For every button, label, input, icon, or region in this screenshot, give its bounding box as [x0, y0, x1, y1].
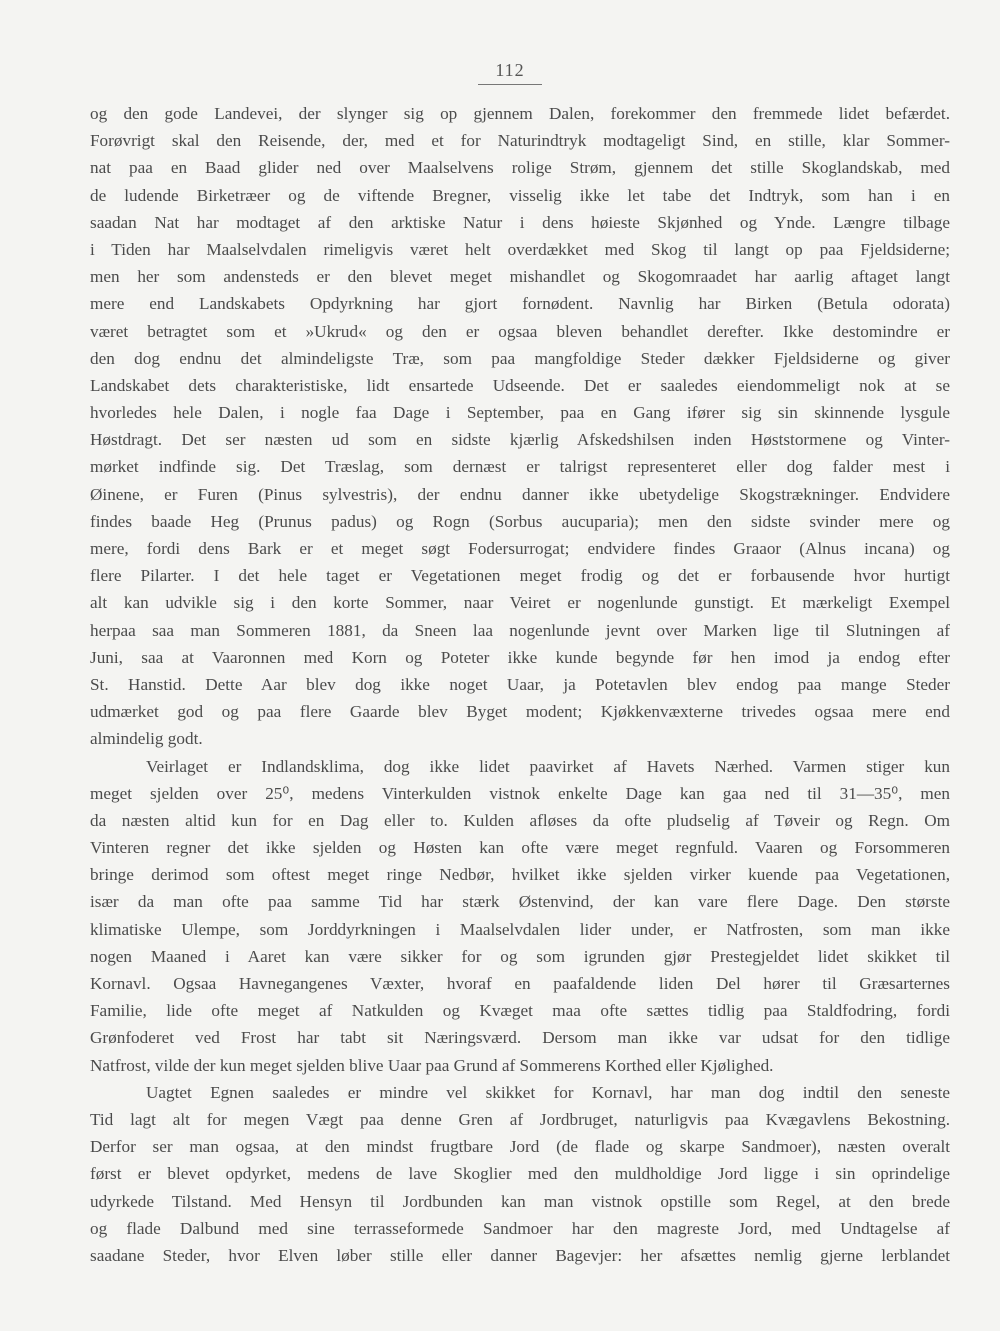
text-line: nat paa en Baad glider ned over Maalselvens rolige Strøm, gjennem det stille Skoglandskab, med [90, 158, 950, 178]
text-line: udmærket god og paa flere Gaarde blev Byget modent; Kjøkkenvæxterne trivedes ogsaa mere end [90, 702, 950, 722]
body-text [90, 100, 950, 1269]
text-line: i Tiden har Maalselvdalen rimeligvis været helt overdækket med Skog til langt op paa Fjeldsiderne; [90, 239, 950, 259]
text-line: herpaa saa man Sommeren 1881, da Sneen laa nogenlunde jevnt over Marken lige til Slutningen af [90, 620, 950, 640]
text-line: Juni, saa at Vaaronnen med Korn og Poteter ikke kunde begynde før hen imod ja endog efter [90, 647, 950, 667]
text-line: da næsten altid kun for en Dag eller to. Kulden afløses da ofte pludselig af Tøveir og Regn. Om [90, 810, 950, 830]
text-line: flere Pilarter. I det hele taget er Vegetationen meget frodig og det er forbausende hvor hurtigt [90, 566, 950, 586]
text-line: Uagtet Egnen saaledes er mindre vel skikket for Kornavl, har man dog indtil den seneste [146, 1082, 950, 1102]
text-line: men her som andensteds er den blevet meget mishandlet og Skogomraadet har aarlig aftaget langt [90, 267, 950, 287]
text-line: Grønfoderet ved Frost har tabt sit Næringsværd. Dersom man ikke var udsat for den tidlige [90, 1028, 950, 1048]
page-number: 112 [495, 60, 525, 80]
text-line: Natfrost, vilde der kun meget sjelden blive Uaar paa Grund af Sommerens Korthed eller Kjølighed. [90, 1055, 774, 1075]
text-line: Øinene, er Furen (Pinus sylvestris), der endnu danner ikke ubetydelige Skogstrækninger. Endvidere [90, 484, 950, 504]
text-line: været betragtet som et »Ukrud« og den er ogsaa bleven behandlet derefter. Ikke destomindre er [90, 321, 950, 341]
text-line: Veirlaget er Indlandsklima, dog ikke lidet paavirket af Havets Nærhed. Varmen stiger kun [146, 756, 950, 776]
text-line: saadan Nat har modtaget af den arktiske Natur i dens høieste Skjønhed og Ynde. Længre tilbage [90, 212, 950, 232]
text-line: findes baade Heg (Prunus padus) og Rogn (Sorbus aucuparia); men den sidste svinder mere og [90, 511, 950, 531]
text-line: og flade Dalbund med sine terrasseformede Sandmoer har den magreste Jord, med Undtagelse af [90, 1218, 950, 1238]
text-line: St. Hanstid. Dette Aar blev dog ikke noget Uaar, ja Potetavlen blev endog paa mange Steder [90, 674, 950, 694]
text-line: de ludende Birketræer og de viftende Bregner, visselig ikke let tabe det Indtryk, som han i en [90, 185, 950, 205]
text-line: først er blevet opdyrket, medens de lave Skoglier med den muldholdige Jord ligge i sin oprindelige [90, 1164, 950, 1184]
text-line: mere, fordi dens Bark er et meget søgt Fodersurrogat; endvidere findes Graaor (Alnus incana) og [90, 539, 950, 558]
text-line: Forøvrigt skal den Reisende, der, med et for Naturindtryk modtageligt Sind, en stille, klar Sommer- [90, 131, 950, 151]
text-line: klimatiske Ulempe, som Jorddyrkningen i Maalselvdalen lider under, er Natfrosten, som man ikke [90, 919, 950, 939]
page-number-rule [478, 84, 542, 85]
text-line: Landskabet dets charakteristiske, lidt ensartede Udseende. Det er saaledes eiendommeligt nok at se [90, 375, 950, 395]
text-line: Kornavl. Ogsaa Havnegangenes Væxter, hvoraf en paafaldende liden Del hører til Græsarternes [90, 974, 950, 993]
text-line: almindelig godt. [90, 729, 203, 749]
text-line: Tid lagt alt for megen Vægt paa denne Gren af Jordbruget, naturligvis paa Kvægavlens Bekostning. [90, 1109, 950, 1129]
text-line: mørket indfinde sig. Det Træslag, som dernæst er talrigst representeret eller dog falder mest i [90, 457, 950, 477]
text-line: hvorledes hele Dalen, i nogle faa Dage i September, paa en Gang ifører sig sin skinnende lysgule [90, 403, 950, 423]
text-line: udyrkede Tilstand. Med Hensyn til Jordbunden kan man vistnok opstille som Regel, at den brede [90, 1191, 950, 1211]
text-line: den dog endnu det almindeligste Træ, som paa mangfoldige Steder dækker Fjeldsiderne og giver [90, 348, 950, 368]
text-line: Derfor ser man ogsaa, at den mindst frugtbare Jord (de flade og skarpe Sandmoer), næsten overalt [90, 1137, 950, 1157]
text-line: Høstdragt. Det ser næsten ud som en sidste kjærlig Afskedshilsen inden Høststormene og Vinter- [90, 430, 950, 450]
text-line: mere end Landskabets Opdyrkning har gjort fornødent. Navnlig har Birken (Betula odorata) [90, 294, 950, 314]
text-line: og den gode Landevei, der slynger sig op gjennem Dalen, forekommer den fremmede lidet befærdet. [90, 104, 950, 123]
text-line: bringe derimod som oftest meget ringe Nedbør, hvilket ikke sjelden virker kuende paa Vegetationen, [90, 865, 950, 885]
text-line: meget sjelden over 25⁰, medens Vinterkulden vistnok enkelte Dage kan gaa ned til 31—35⁰, men [90, 783, 950, 803]
text-line: saadane Steder, hvor Elven løber stille eller danner Bagevjer: her afsættes nemlig gjerne lerblandet [90, 1245, 950, 1265]
text-line: nogen Maaned i Aaret kan være sikker for og som igrunden gjør Prestegjeldet lidet skikket til [90, 946, 950, 966]
text-line: især da man ofte paa samme Tid har stærk Østenvind, der kan vare flere Dage. Den største [90, 892, 950, 912]
text-line: Vinteren regner det ikke sjelden og Høsten kan ofte være meget regnfuld. Vaaren og Forsommeren [90, 838, 950, 858]
text-line: alt kan udvikle sig i den korte Sommer, naar Veiret er nogenlunde gunstigt. Et mærkeligt Exempel [90, 593, 950, 613]
text-line: Familie, lide ofte meget af Natkulden og Kvæget maa ofte sættes tidlig paa Staldfodring, fordi [90, 1001, 950, 1021]
